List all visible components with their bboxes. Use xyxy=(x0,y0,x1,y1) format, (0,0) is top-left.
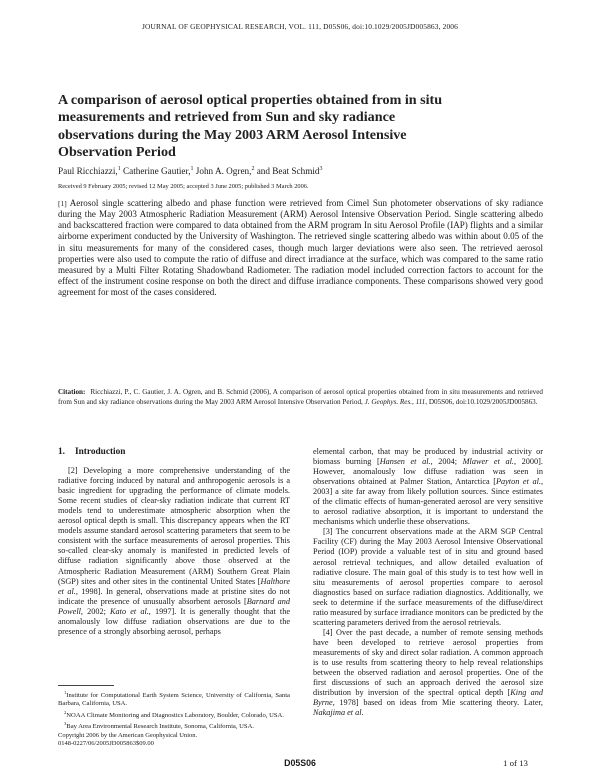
paragraph-text: , 2003] a site far away from likely pollution sources. Since estimates of the climatic effects of human-generated aerosol are very sensitive to aerosol radiative absorption, it is important to understand the mechanisms which underlie these observations. xyxy=(313,477,544,527)
affiliation-mark: 1 xyxy=(117,166,121,172)
reference-link[interactable]: Nakajima et al. xyxy=(313,708,364,718)
body-paragraph xyxy=(313,447,543,527)
abstract xyxy=(58,198,543,298)
reference-link[interactable]: Payton et al. xyxy=(495,477,541,487)
issn-line: 0148-0227/06/2005JD005863$09.00 xyxy=(58,740,154,748)
body-paragraph xyxy=(313,628,543,718)
author-name: Catherine Gautier, xyxy=(123,166,191,177)
paragraph-text: , 2004; xyxy=(430,457,463,467)
paragraph-number: [2] xyxy=(68,466,78,476)
author-name: and Beat Schmid xyxy=(256,166,320,177)
paragraph-text: elemental carbon, that may be produced by industrial activity or biomass burning [ xyxy=(313,447,543,467)
paragraph-text: , 2000]. However, anomalously low diffuse radiation was seen in observations obtained at Palmer Station, Antarctica [ xyxy=(313,457,543,487)
paragraph-number: [3] xyxy=(323,527,333,537)
footnote-text: Bay Area Environmental Research Institute, Sonoma, California, USA. xyxy=(66,723,254,731)
right-column xyxy=(313,447,543,718)
footnote xyxy=(58,720,290,731)
author-list xyxy=(58,166,558,176)
reference-link[interactable]: Halthore et al. xyxy=(58,576,290,596)
footnote-mark: 3 xyxy=(64,721,67,727)
body-paragraph xyxy=(313,527,543,627)
footnote xyxy=(58,709,290,720)
left-column xyxy=(58,447,290,637)
reference-link[interactable]: Barnard and Powell xyxy=(58,596,290,616)
paragraph-number: [1] xyxy=(58,199,67,208)
reference-link[interactable]: Kato et al. xyxy=(110,606,149,616)
section-number: 1. xyxy=(58,447,65,457)
citation-journal: J. Geophys. Res., 111, xyxy=(364,397,428,406)
reference-link[interactable]: King and Byrne xyxy=(313,688,543,708)
paragraph-text: The concurrent observations made at the ARM SGP Central Facility (CF) during the May 2003 Aerosol Intensive Observational Period (IOP) provide a valuable test of in situ and ground based aerosol retrieval techniques, and allow detailed evaluation of radiative closure. The main goal of this study is to test how well in situ measurements of aerosol properties compare to aerosol diagnostics based on surface radiation diagnostics. Additionally, we seek to determine if the surface measurements of the diffuse/direct ratio measured by surface irradiance monitors can be predicted by the scattering parameters derived from the aerosol retrievals. xyxy=(313,527,543,627)
copyright-notice xyxy=(58,732,290,748)
document-id: D05S06 xyxy=(284,758,316,768)
page-number: 1 of 13 xyxy=(503,758,528,768)
footnote-text: NOAA Climate Monitoring and Diagnostics Laboratory, Boulder, Colorado, USA. xyxy=(66,711,284,719)
affiliation-mark: 1 xyxy=(190,166,194,172)
footnotes xyxy=(58,689,290,732)
author-name: Paul Ricchiazzi, xyxy=(58,166,118,177)
body-paragraph xyxy=(58,466,290,637)
reference-link[interactable]: Mlawer et al. xyxy=(462,457,514,467)
author-name: John A. Ogren, xyxy=(195,166,252,177)
reference-link[interactable]: Hansen et al. xyxy=(379,457,431,467)
running-head: JOURNAL OF GEOPHYSICAL RESEARCH, VOL. 111, D05S06, doi:10.1029/2005JD005863, 2006 xyxy=(141,22,458,31)
paragraph-text: , 1978] based on ideas from Mie scattering theory. Later, xyxy=(332,698,543,708)
paragraph-text: , 1998]. In general, observations made at pristine sites do not indicate the presence of unusually absorbent aerosols [ xyxy=(58,586,290,606)
publication-dates: Received 9 February 2005; revised 12 May 2005; accepted 3 June 2005; published 3 March 2006. xyxy=(58,183,309,190)
section-title: Introduction xyxy=(74,447,126,457)
affiliation-mark: 2 xyxy=(251,166,255,172)
affiliation-mark: 3 xyxy=(319,166,323,172)
paragraph-text: , 1997]. It is generally thought that the anomalously low diffuse radiation observations are due to the presence of a strongly absorbing aerosol, perhaps xyxy=(58,606,290,636)
footnote-divider xyxy=(58,685,114,686)
copyright-line: Copyright 2006 by the American Geophysical Union. xyxy=(58,732,198,739)
article-title: A comparison of aerosol optical properties obtained from in situ measurements and retrieved from Sun and sky radiance observations during the May 2003 ARM Aerosol Intensive Observation Period xyxy=(58,92,443,160)
paragraph-number: [4] xyxy=(323,627,333,637)
paragraph-text: Over the past decade, a number of remote sensing methods have been developed to retrieve aerosol properties from measurements of sky and direct solar radiation. A common approach is to use results from scattering theory to help reveal relationships between the observed radiation and aerosol properties. One of the first discussions of such an approach derived the aerosol size distribution by inversion of the spectral optical depth [ xyxy=(313,627,543,698)
footnote-text: Institute for Computational Earth System Science, University of California, Santa Barbara, California, USA. xyxy=(58,692,290,708)
footnote xyxy=(58,689,290,709)
citation-label: Citation: xyxy=(58,388,86,396)
citation-doi: D05S06, doi:10.1029/2005JD005863. xyxy=(428,397,538,406)
footnote-mark: 2 xyxy=(64,709,67,715)
abstract-text: Aerosol single scattering albedo and phase function were retrieved from Cimel Sun photometer observations of sky radiance during the May 2003 Atmospheric Radiation Measurement (ARM) Aerosol Intensive Observation Period. Single scattering albedo and backscattered fraction were compared to data obtained from the ARM program In situ Aerosol Profile (IAP) flights and a similar airborne experiment conducted by the University of Washington. The retrieved single scattering albedo was within about 0.05 of the in situ measurements for many of the considered cases, though much larger deviations were also seen. The retrieved aerosol properties were also used to compute the ratio of diffuse and direct irradiance at the surface, which was compared to the same ratio measured by a Multi Filter Rotating Shadowband Radiometer. The radiation model included correction factors to account for the effect of the instrument cosine response on both the direct and diffuse irradiance components. These comparisons showed very good agreement for most of the cases considered. xyxy=(58,198,543,298)
footnote-mark: 1 xyxy=(64,690,67,695)
section-heading xyxy=(58,447,290,457)
citation-block xyxy=(58,388,543,407)
citation-text: Ricchiazzi, P., C. Gautier, J. A. Ogren, and B. Schmid (2006), A comparison of aerosol optical properties obtained from in situ measurements and retrieved from Sun and sky radiance observations during the May 2003 ARM Aerosol Intensive Observation Period, xyxy=(58,388,543,406)
paragraph-text: Developing a more comprehensive understanding of the radiative forcing induced by natural and anthropogenic aerosols is a basic ingredient for upgrading the performance of climate models. Some recent studies of clear-sky radiation indicate that current RT models tend to underestimate atmospheric absorption when the aerosol optical depth is small. This discrepancy appears when the RT models assume standard aerosol scattering parameters that seem to be consistent with the surface measurements of aerosol properties. This so-called clear-sky anomaly is manifested in predicted levels of diffuse radiation significantly above those observed at the Atmospheric Radiation Measurement (ARM) Southern Great Plain (SGP) sites and other sites in the continental United States [ xyxy=(58,466,291,586)
paragraph-text: , 2002; xyxy=(80,606,111,616)
